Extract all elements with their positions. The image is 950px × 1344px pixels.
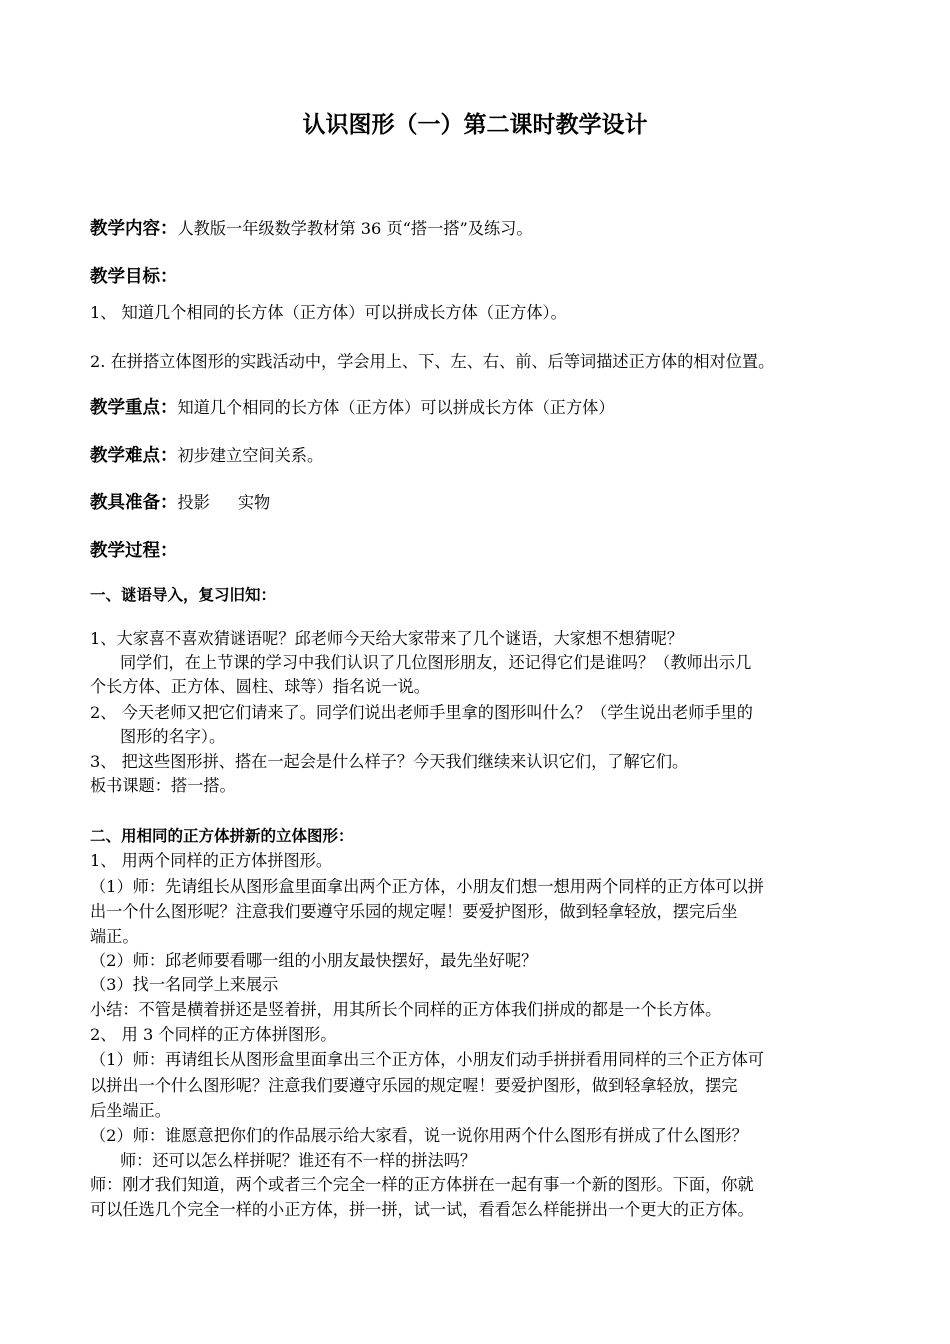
section2-line: 小结：不管是横着拼还是竖着拼，用其所长个同样的正方体我们拼成的都是一个长方体。	[90, 1000, 722, 1019]
section2-line: （2）师：邱老师要看哪一组的小朋友最快摆好，最先坐好呢？	[90, 951, 538, 970]
section1-line: 1、大家喜不喜欢猜谜语呢？邱老师今天给大家带来了几个谜语，大家想不想猜呢？	[90, 629, 684, 648]
teaching-content	[90, 219, 533, 239]
section2-line: 师：刚才我们知道，两个或者三个完全一样的正方体拼在一起有事一个新的图形。下面，你就	[90, 1175, 754, 1194]
process-heading: 教学过程：	[90, 541, 178, 561]
goal-item-1: 1、 知道几个相同的长方体（正方体）可以拼成长方体（正方体）。	[90, 303, 567, 322]
section2-line: 可以任选几个完全一样的小正方体，拼一拼，试一试，看看怎么样能拼出一个更大的正方体。	[90, 1200, 754, 1219]
section1-line: 3、 把这些图形拼、搭在一起会是什么样子？今天我们继续来认识它们，了解它们。	[90, 752, 689, 771]
section2-line: 以拼出一个什么图形呢？注意我们要遵守乐园的规定喔！要爱护图形，做到轻拿轻放，摆完	[90, 1076, 738, 1095]
section2-line: 端正。	[90, 927, 139, 946]
tools-item-1: 投影	[177, 493, 210, 512]
section1-heading: 一、谜语导入，复习旧知：	[90, 586, 277, 604]
tools-label: 教具准备：	[90, 493, 178, 513]
section1-line: 同学们，在上节课的学习中我们认识了几位图形朋友，还记得它们是谁吗？（教师出示几	[120, 653, 752, 672]
teaching-content-text: 人教版一年级数学教材第 36 页“搭一搭”及练习。	[177, 219, 533, 238]
section1-line: 个长方体、正方体、圆柱、球等）指名说一说。	[90, 677, 430, 696]
tools	[90, 493, 270, 513]
section1-line: 图形的名字）。	[120, 727, 226, 746]
section2-line: 2、 用 3 个同样的正方体拼图形。	[90, 1025, 337, 1044]
key-point	[90, 398, 615, 418]
section1-line: 板书课题：搭一搭。	[90, 776, 236, 795]
section2-heading: 二、用相同的正方体拼新的立体图形：	[90, 827, 354, 845]
section2-line: （1）师：再请组长从图形盒里面拿出三个正方体，小朋友们动手拼拼看用同样的三个正方体可	[90, 1050, 764, 1069]
difficulty-text: 初步建立空间关系。	[177, 446, 324, 465]
goals-heading: 教学目标：	[90, 267, 178, 287]
key-point-text: 知道几个相同的长方体（正方体）可以拼成长方体（正方体）	[177, 398, 615, 417]
section2-line: （2）师：谁愿意把你们的作品展示给大家看，说一说你用两个什么图形有拼成了什么图形？	[90, 1126, 748, 1145]
section2-line: （3）找一名同学上来展示	[90, 975, 279, 994]
section2-line: 1、 用两个同样的正方体拼图形。	[90, 851, 333, 870]
section1-line: 2、 今天老师又把它们请来了。同学们说出老师手里拿的图形叫什么？（学生说出老师手里的	[90, 703, 753, 722]
goal-item-2: 2. 在拼搭立体图形的实践活动中，学会用上、下、左、右、前、后等词描述正方体的相对位置。	[90, 352, 775, 371]
tools-item-2: 实物	[237, 493, 271, 512]
document-title: 认识图形（一）第二课时教学设计	[302, 112, 648, 138]
teaching-content-label: 教学内容：	[90, 219, 178, 239]
difficulty	[90, 446, 323, 466]
difficulty-label: 教学难点：	[90, 446, 178, 466]
section2-line: （1）师：先请组长从图形盒里面拿出两个正方体，小朋友们想一想用两个同样的正方体可以拼	[90, 877, 764, 896]
section2-line: 师：还可以怎么样拼呢？谁还有不一样的拼法吗？	[120, 1151, 477, 1170]
key-point-label: 教学重点：	[90, 398, 178, 418]
section2-line: 出一个什么图形呢？注意我们要遵守乐园的规定喔！要爱护图形，做到轻拿轻放，摆完后坐	[90, 902, 738, 921]
section2-line: 后坐端正。	[90, 1101, 171, 1120]
